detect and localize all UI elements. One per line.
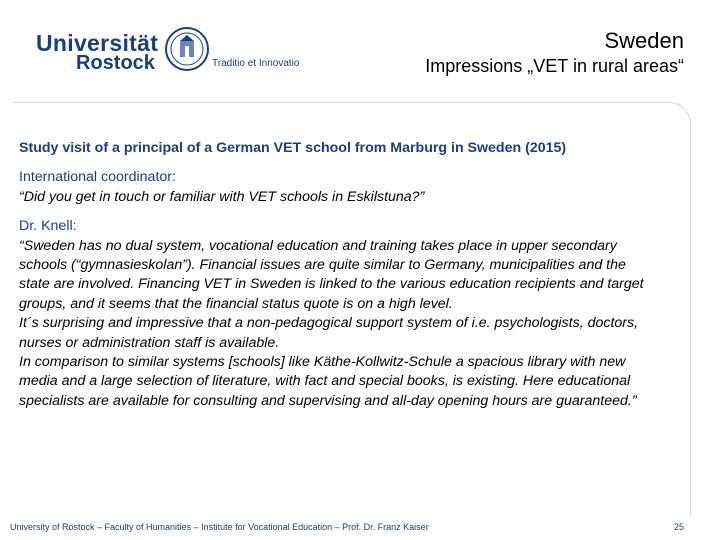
- question-text: “Did you get in touch or familiar with VET schools in Eskilstuna?”: [19, 188, 425, 205]
- answer-block: [19, 217, 659, 411]
- answer-label: Dr. Knell:: [19, 218, 77, 235]
- footer-text: University of Rostock – Faculty of Humanities – Institute for Vocational Education – Prof. Dr. Franz Kaiser: [10, 522, 429, 532]
- slide-title: Sweden: [604, 28, 684, 53]
- logo-wordmark-line1: Universität: [36, 30, 159, 56]
- university-logo: [36, 26, 300, 78]
- answer-paragraph-1: “Sweden has no dual system, vocational education and training takes place in upper secondary schools (“gymnasieskolan”). Financial issues are quite similar to Germany, municipalities and the state are involved. Financing VET in Sweden is linked to the various education recipients and target groups, and it seems that the financial status quote is on a high level.: [19, 237, 644, 312]
- logo-wordmark-line2: Rostock: [76, 52, 155, 74]
- question-block: [19, 168, 659, 207]
- page-number: 25: [673, 522, 684, 532]
- answer-paragraph-3: In comparison to similar systems [schools] like Käthe-Kollwitz-Schule a spacious library with new media and a large selection of literature, with fact and special books, is existing. Here educational specialists are available for consulting and supervising and all-day opening hours are guaranteed.”: [19, 354, 637, 409]
- slide-content: [19, 139, 659, 421]
- question-label: International coordinator:: [19, 169, 176, 186]
- logo-motto: Traditio et Innovatio: [212, 58, 300, 69]
- university-seal-icon: [164, 26, 210, 72]
- slide-subtitle: Impressions „VET in rural areas“: [425, 56, 684, 76]
- content-heading: Study visit of a principal of a German VET school from Marburg in Sweden (2015): [19, 140, 567, 156]
- answer-paragraph-2: It´s surprising and impressive that a non-pedagogical support system of i.e. psychologists, doctors, nurses or administration staff is available.: [19, 315, 639, 351]
